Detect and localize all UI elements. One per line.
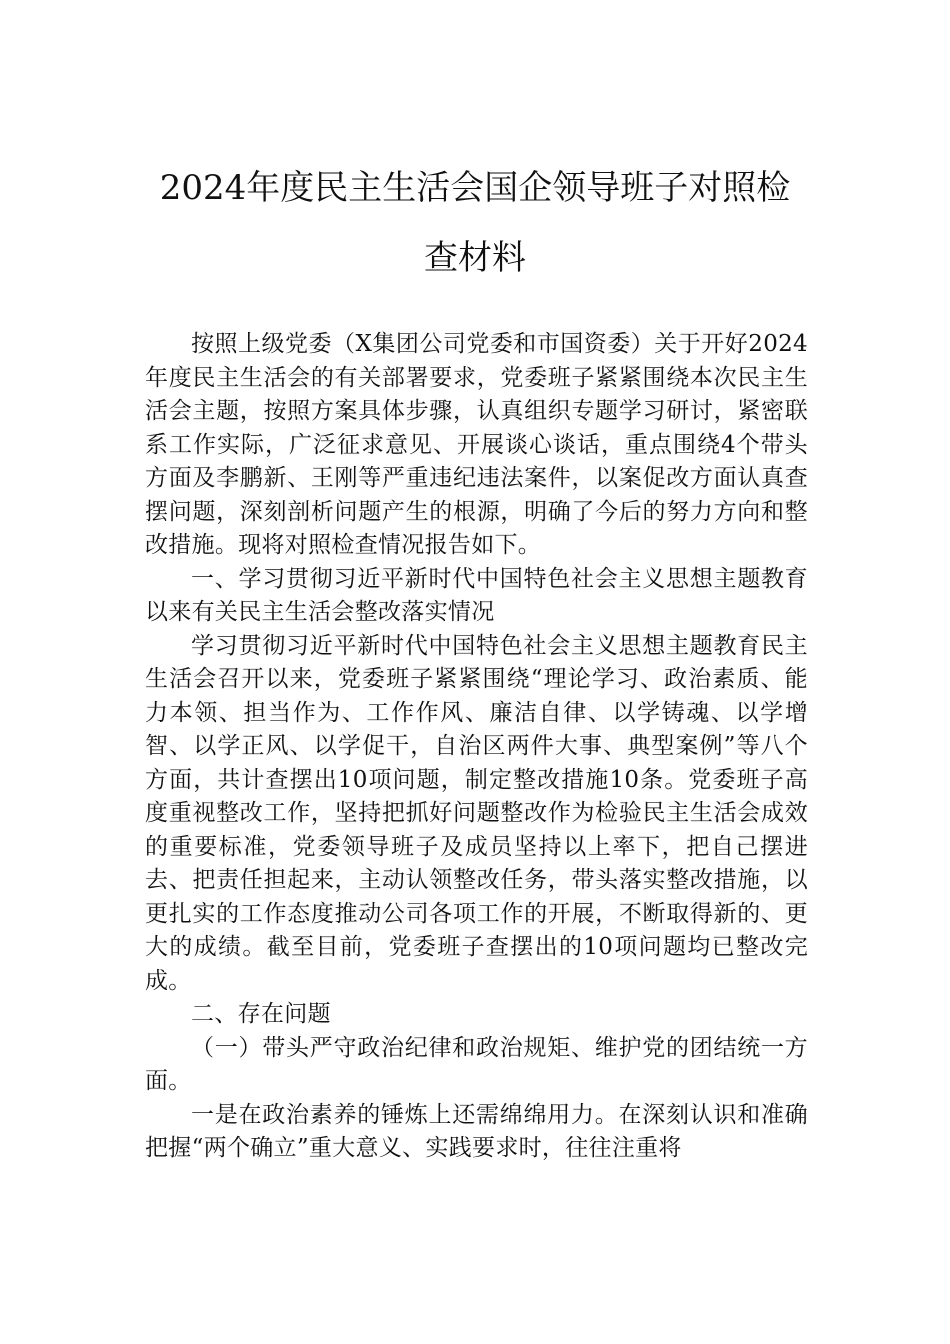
subsection-heading-1: （一）带头严守政治纪律和政治规矩、维护党的团结统一方面。 bbox=[145, 1034, 808, 1094]
document-title-line-2: 查材料 bbox=[424, 238, 526, 278]
section-heading-2: 二、存在问题 bbox=[191, 1001, 331, 1027]
paragraph-intro: 按照上级党委（X集团公司党委和市国资委）关于开好2024年度民主生活会的有关部署要求，党委班子紧紧围绕本次民主生活会主题，按照方案具体步骤，认真组织专题学习研讨，紧密联系工作实际，广泛征求意见、开展谈心谈话，重点围绕4个带头方面及李鹏新、王刚等严重违纪违法案件，以案促改方面认真查摆问题，深刻剖析问题产生的根源，明确了今后的努力方向和整改措施。现将对照检查情况报告如下。 bbox=[145, 331, 808, 558]
document-body bbox=[145, 328, 808, 1166]
paragraph-issue-1: 一是在政治素养的锤炼上还需绵绵用力。在深刻认识和准确把握“两个确立”重大意义、实践要求时，往往注重将 bbox=[145, 1101, 808, 1161]
paragraph-rectification: 学习贯彻习近平新时代中国特色社会主义思想主题教育民主生活会召开以来，党委班子紧紧围绕“理论学习、政治素质、能力本领、担当作为、工作作风、廉洁自律、以学铸魂、以学增智、以学正风、以学促干，自治区两件大事、典型案例”等八个方面，共计查摆出10项问题，制定整改措施10条。党委班子高度重视整改工作，坚持把抓好问题整改作为检验民主生活会成效的重要标准，党委领导班子及成员坚持以上率下，把自己摆进去、把责任担起来，主动认领整改任务，带头落实整改措施，以更扎实的工作态度推动公司各项工作的开展，不断取得新的、更大的成绩。截至目前，党委班子查摆出的10项问题均已整改完成。 bbox=[145, 632, 808, 994]
section-heading-1: 一、学习贯彻习近平新时代中国特色社会主义思想主题教育以来有关民主生活会整改落实情况 bbox=[145, 565, 808, 625]
document-title-line-1: 2024年度民主生活会国企领导班子对照检 bbox=[159, 168, 791, 208]
